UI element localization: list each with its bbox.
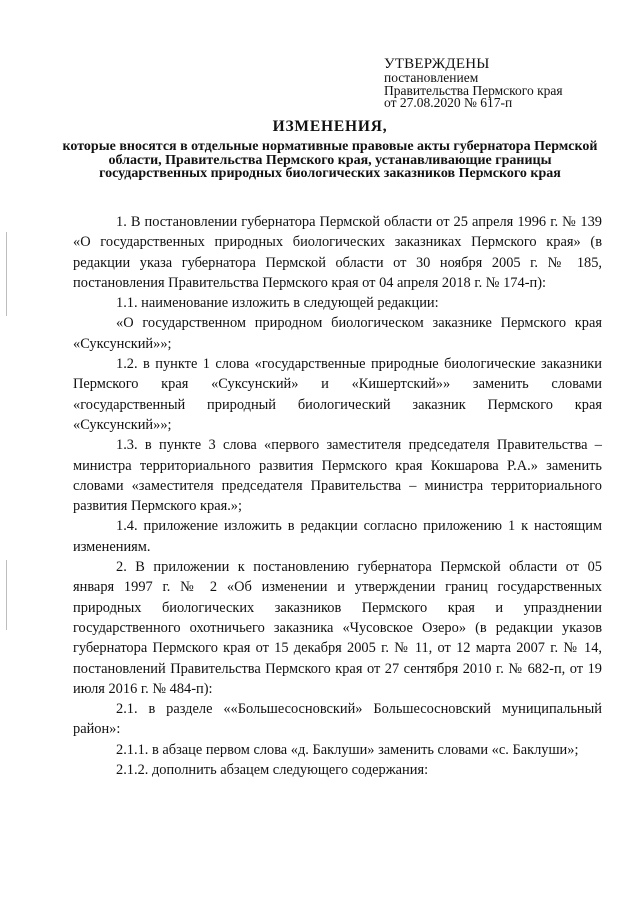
approval-line: постановлением [384, 70, 479, 85]
paragraph-1-4: 1.4. приложение изложить в редакции согласно приложению 1 к настоящим изменениям. [73, 518, 602, 555]
paragraph-1-1-text: «О государственном природном биологическом заказнике Пермского края «Суксунский»»; [73, 315, 602, 352]
paragraph-2-1: 2.1. в разделе ««Большесосновский» Большесосновский муниципальный район»: [73, 701, 602, 738]
approval-stamp [384, 56, 624, 110]
approval-heading: УТВЕРЖДЕНЫ [384, 56, 490, 72]
scan-edge-mark [6, 560, 7, 630]
paragraph-1-2: 1.2. в пункте 1 слова «государственные природные биологические заказники Пермского края «Суксунский» и «Кишертский»» заменить словами «государственный природный биологический заказник Пермского края «Суксунский»»; [73, 356, 602, 433]
scan-edge-mark [6, 232, 7, 316]
paragraph-2: 2. В приложении к постановлению губернатора Пермской области от 05 января 1997 г. № 2 «Об изменении и утверждении границ государственных природных биологических заказников Пермского края и упразднении государственного охотничьего заказника «Чусовское Озеро» (в редакции указов губернатора Пермского края от 15 декабря 2005 г. № 11, от 12 марта 2007 г. № 14, постановлений Правительства Пермского края от 27 сентября 2010 г. № 682-п, от 19 июля 2016 г. № 484-п): [73, 559, 602, 697]
document-title: ИЗМЕНЕНИЯ, [272, 118, 388, 135]
document-body [73, 212, 602, 780]
paragraph-1-1: 1.1. наименование изложить в следующей редакции: [116, 295, 439, 312]
paragraph-2-1-2: 2.1.2. дополнить абзацем следующего содержания: [116, 762, 429, 779]
paragraph-1: 1. В постановлении губернатора Пермской области от 25 апреля 1996 г. № 139 «О государственных природных биологических заказниках Пермского края» (в редакции указа губернатора Пермской области от 30 ноября 2005 г. № 185, постановления Правительства Пермского края от 04 апреля 2018 г. № 174-п): [73, 214, 602, 291]
approval-line: Правительства Пермского края [384, 82, 563, 98]
approval-date-number: от 27.08.2020 № 617-п [384, 95, 513, 110]
paragraph-1-3: 1.3. в пункте 3 слова «первого заместителя председателя Правительства – министра территориального развития Пермского края Кокшарова Р.А.» заменить словами «заместителя председателя Правительства – министра территориального развития Пермского края.»; [73, 437, 602, 515]
paragraph-2-1-1: 2.1.1. в абзаце первом слова «д. Баклуши» заменить словами «с. Баклуши»; [116, 741, 579, 758]
document-subtitle: которые вносятся в отдельные нормативные правовые акты губернатора Пермской области, Правительства Пермского края, устанавливающие границы государственных природных биологических заказников Пермского края [62, 139, 598, 182]
